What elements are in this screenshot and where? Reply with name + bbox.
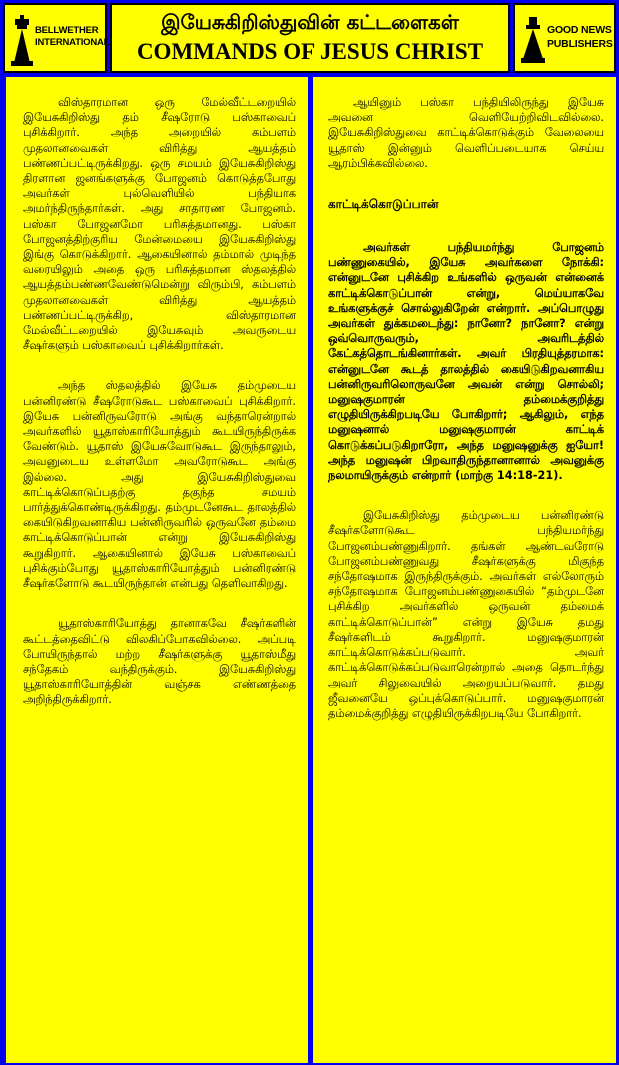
scripture-quote: அவர்கள் பந்தியமர்ந்து போஜனம் பண்ணுகையில், இயேசு அவர்களை நோக்கி: என்னுடனே புசிக்கிற உங்களில் ஒருவன் என்னைக் காட்டிக்கொடுப்பான் என்று, மெய்யாகவே உங்களுக்குச் சொல்லுகிறேன் என்றார். அப்பொழுது அவர்கள் துக்கமடைந்து: நானோ? நானோ? என்று ஒவ்வொருவரும், அவரிடத்தில் கேட்கத்தொடங்கினார்கள். அவர் பிரதியுத்தரமாக: என்னுடனே கூடத் தாலத்தில் கையிடுகிறவனாகிய பன்னிருவரிலொருவனே அவன் என்று சொல்லி; மனுஷகுமாரன் தம்மைக்குறித்து எழுதியிருக்கிறபடியே போகிறார்; ஆகிலும், எந்த மனுஷனால் மனுஷகுமாரன் காட்டிக் கொடுக்கப்படுகிறாரோ, அந்த மனுஷனுக்கு ஐயோ! அந்த மனுஷன் பிறவாதிருந்தானானால் அவனுக்கு நலமாயிருக்கும் என்றார் (மாற்கு 14:18-21). <box>328 241 604 483</box>
right-column <box>313 77 616 1063</box>
page-title-tamil: இயேசுகிறிஸ்துவின் கட்டளைகள் <box>161 10 459 34</box>
good-news-logo <box>513 3 616 73</box>
page-header <box>0 0 619 77</box>
paragraph: விஸ்தாரமான ஒரு மேல்வீட்டறையில் இயேசுகிறிஸ்து தம் சீஷரோடு பஸ்காவைப் புசிக்கிறார். அந்த அறையில் கம்பளம் முதலானவைகள் விரித்து ஆயத்தம் பண்ணப்பட்டிருக்கிறது. ஒரு சமயம் இயேசுகிறிஸ்து திரளான ஜனங்களுக்கு போஜனம் கொடுத்தபோது அவர்கள் புல்வெளியில் பந்தியாக அமர்ந்திருந்தார்கள். அது சாதாரண போஜனம். பஸ்கா போஜனமோ பரிசுத்தமானது. பஸ்கா போஜனத்திற்குரிய மேன்மையை இயேசுகிறிஸ்து இங்கு கொடுக்கிறார். ஆகையினால் தம்மால் முடிந்த வரையிலும் அதை ஒரு பரிசுத்தமான ஸ்தலத்தில் ஆயத்தம்பண்ணவேண்டுமென்று விரும்பி, கம்பளம் முதலானவைகள் விரித்து ஆயத்தம் பண்ணப்பட்டிருக்கிற, விஸ்தாரமான மேல்வீட்டறையில் இயேசுவும் அவருடைய சீஷர்களும் பஸ்காவைப் புசிக்கிறார்கள். <box>23 96 296 353</box>
bellwether-icon <box>11 15 33 67</box>
page-title-english: COMMANDS OF JESUS CHRIST <box>136 39 484 64</box>
paragraph: அந்த ஸ்தலத்தில் இயேசு தம்முடைய பன்னிரண்டு சீஷரோடுகூட பஸ்காவைப் புசிக்கிறார். இயேசு பன்னிருவரோடு அங்கு வந்தாரென்றால் அவர்களில் யூதாஸ்காரியோத்தும் கூடயிருந்திருக்க வேண்டும். யூதாஸ் இயேசுவோடுகூட இருந்தாலும், அவனுடைய உள்ளமோ அவரோடுகூட அங்கு இல்லை. அது இயேசுகிறிஸ்துவை காட்டிக்கொடுப்பதற்கு தகுந்த சமயம் பார்த்துக்கொண்டிருக்கிறது. தம்முடனேகூட தாலத்தில் கையிடுகிறவனாகிய பன்னிருவரில் ஒருவனே தம்மை காட்டிக்கொடுப்பான் என்று இயேசுகிறிஸ்து கூறுகிறார். ஆகையினால் இயேசு பஸ்காவைப் புசிக்கும்போது யூதாஸ்காரியோத்தும் பன்னிரண்டு சீஷர்களோடு கூடயிருந்தான் என்பது தெளிவாகிறது. <box>23 379 296 591</box>
good-news-logo-text: GOOD NEWS PUBLISHERS <box>547 24 613 50</box>
left-column <box>6 77 308 1063</box>
title-banner <box>110 3 510 73</box>
paragraph: யூதாஸ்காரியோத்து தானாகவே சீஷர்களின் கூட்டத்தைவிட்டு விலகிப்போகவில்லை. அப்படி போயிருந்தால் மற்ற சீஷர்களுக்கு யூதாஸ்மீது சந்தேகம் வந்திருக்கும். இயேசுகிறிஸ்து யூதாஸ்காரியோத்தின் வஞ்சக எண்ணத்தை அறிந்திருக்கிறார். <box>23 617 296 707</box>
intro-paragraph: ஆயினும் பஸ்கா பந்தியிலிருந்து இயேசு அவனை வெளியேற்றிவிடவில்லை. இயேசுகிறிஸ்துவை காட்டிக்கொடுக்கும் வேலையை யூதாஸ் இன்னும் வெளிப்படையாக செய்ய ஆரம்பிக்கவில்லை. <box>328 96 604 170</box>
bellwether-logo-text: BELLWETHER INTERNATIONAL <box>35 25 110 48</box>
section-heading: காட்டிக்கொடுப்பான் <box>328 197 439 212</box>
closing-paragraph: இயேசுகிறிஸ்து தம்முடைய பன்னிரண்டு சீஷர்களோடுகூட பந்தியமர்ந்து போஜனம்பண்ணுகிறார். தங்கள் ஆண்டவரோடு போஜனம்பண்ணுவது சீஷர்களுக்கு மிகுந்த சந்தோஷமாக இருந்திருக்கும். அவர்கள் எல்லோரும் சந்தோஷமாக போஜனம்பண்ணுகையில் “தம்முடனே புசிக்கிற அவர்களில் ஒருவன் தம்மைக் காட்டிக்கொடுப்பான்” என்று இயேசு தமது சீஷர்களிடம் கூறுகிறார். மனுஷகுமாரன் காட்டிக்கொடுக்கப்படுவார். அவர் காட்டிக்கொடுக்கப்படுவாரென்றால் அதை தொடர்ந்து அவர் சிலுவையில் அறையப்படுவார். தமது ஜீவனையே ஒப்புக்கொடுப்பார். மனுஷகுமாரன் தம்மைக்குறித்து எழுதியிருக்கிறபடியே போகிறார். <box>328 509 604 720</box>
bellwether-logo <box>3 3 110 73</box>
good-news-icon <box>521 15 545 65</box>
